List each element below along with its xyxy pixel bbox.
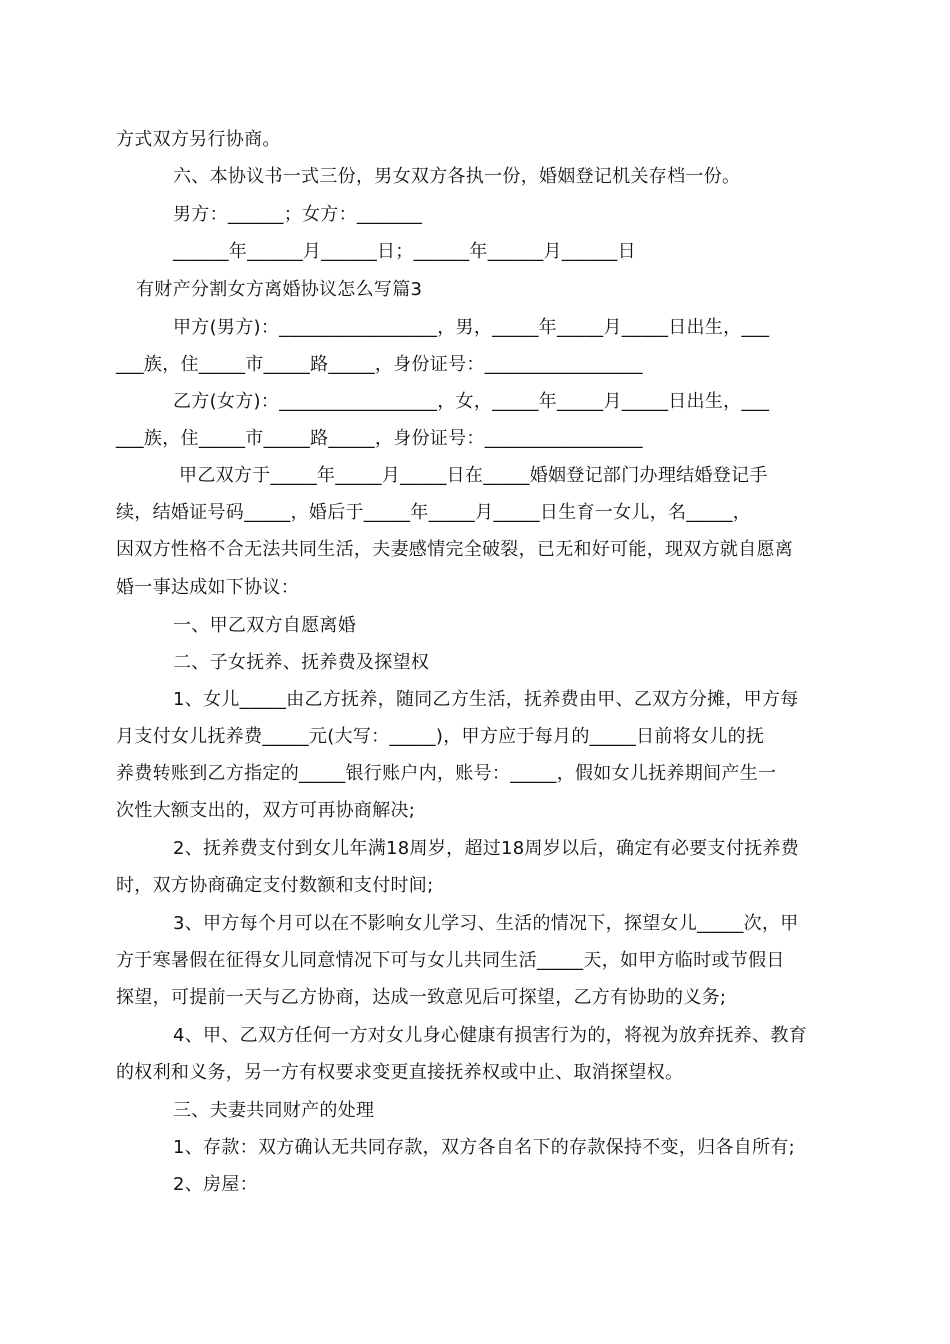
paragraph-line: 1、女儿_____由乙方抚养，随同乙方生活，抚养费由甲、乙双方分摊，甲方每 bbox=[173, 689, 799, 710]
paragraph-line: 甲乙双方于_____年_____月_____日在_____婚姻登记部门办理结婚登记手 bbox=[173, 465, 768, 486]
paragraph-line: 方式双方另行协商。 bbox=[116, 129, 281, 150]
paragraph-line: 探望，可提前一天与乙方协商，达成一致意见后可探望，乙方有协助的义务; bbox=[116, 987, 727, 1008]
paragraph-line: 次性大额支出的，双方可再协商解决; bbox=[116, 800, 416, 821]
paragraph-line: 4、甲、乙双方任何一方对女儿身心健康有损害行为的，将视为放弃抚养、教育 bbox=[173, 1025, 807, 1046]
paragraph-line: 养费转账到乙方指定的_____银行账户内，账号：_____，假如女儿抚养期间产生一 bbox=[116, 763, 777, 784]
signature-line: 男方：______；女方：_______ bbox=[173, 204, 422, 225]
heading-one: 一、甲乙双方自愿离婚 bbox=[173, 615, 356, 636]
paragraph-line: 2、抚养费支付到女儿年满18周岁，超过18周岁以后，确定有必要支付抚养费 bbox=[173, 838, 800, 859]
paragraph-line: 1、存款：双方确认无共同存款，双方各自名下的存款保持不变，归各自所有; bbox=[173, 1137, 796, 1158]
paragraph-line: 婚一事达成如下协议： bbox=[116, 577, 299, 598]
party-b-line-cont: ___族，住_____市_____路_____，身份证号：_________________ bbox=[116, 428, 643, 449]
date-line: ______年______月______日；______年______月______日 bbox=[173, 241, 636, 262]
paragraph-line: 月支付女儿抚养费_____元(大写：_____)，甲方应于每月的_____日前将女儿的抚 bbox=[116, 726, 765, 747]
paragraph-line: 方于寒暑假在征得女儿同意情况下可与女儿共同生活_____天，如甲方临时或节假日 bbox=[116, 950, 785, 971]
party-b-line: 乙方(女方)：_________________，女，_____年_____月_____日出生，___ bbox=[173, 391, 770, 412]
paragraph-line: 2、房屋： bbox=[173, 1174, 258, 1195]
party-a-line-cont: ___族，住_____市_____路_____，身份证号：_________________ bbox=[116, 354, 643, 375]
paragraph-line: 因双方性格不合无法共同生活，夫妻感情完全破裂，已无和好可能，现双方就自愿离 bbox=[116, 539, 794, 560]
paragraph-line: 时，双方协商确定支付数额和支付时间; bbox=[116, 875, 434, 896]
paragraph-line: 3、甲方每个月可以在不影响女儿学习、生活的情况下，探望女儿_____次，甲 bbox=[173, 913, 799, 934]
heading-two: 二、子女抚养、抚养费及探望权 bbox=[173, 652, 430, 673]
section-title: 有财产分割女方离婚协议怎么写篇3 bbox=[136, 279, 423, 300]
paragraph-line: 续，结婚证号码_____，婚后于_____年_____月_____日生育一女儿，名_____， bbox=[116, 502, 752, 523]
clause-six: 六、本协议书一式三份，男女双方各执一份，婚姻登记机关存档一份。 bbox=[173, 166, 741, 187]
heading-three: 三、夫妻共同财产的处理 bbox=[173, 1100, 375, 1121]
party-a-line: 甲方(男方)：_________________，男，_____年_____月_____日出生，___ bbox=[173, 317, 770, 338]
paragraph-line: 的权利和义务，另一方有权要求变更直接抚养权或中止、取消探望权。 bbox=[116, 1062, 684, 1083]
